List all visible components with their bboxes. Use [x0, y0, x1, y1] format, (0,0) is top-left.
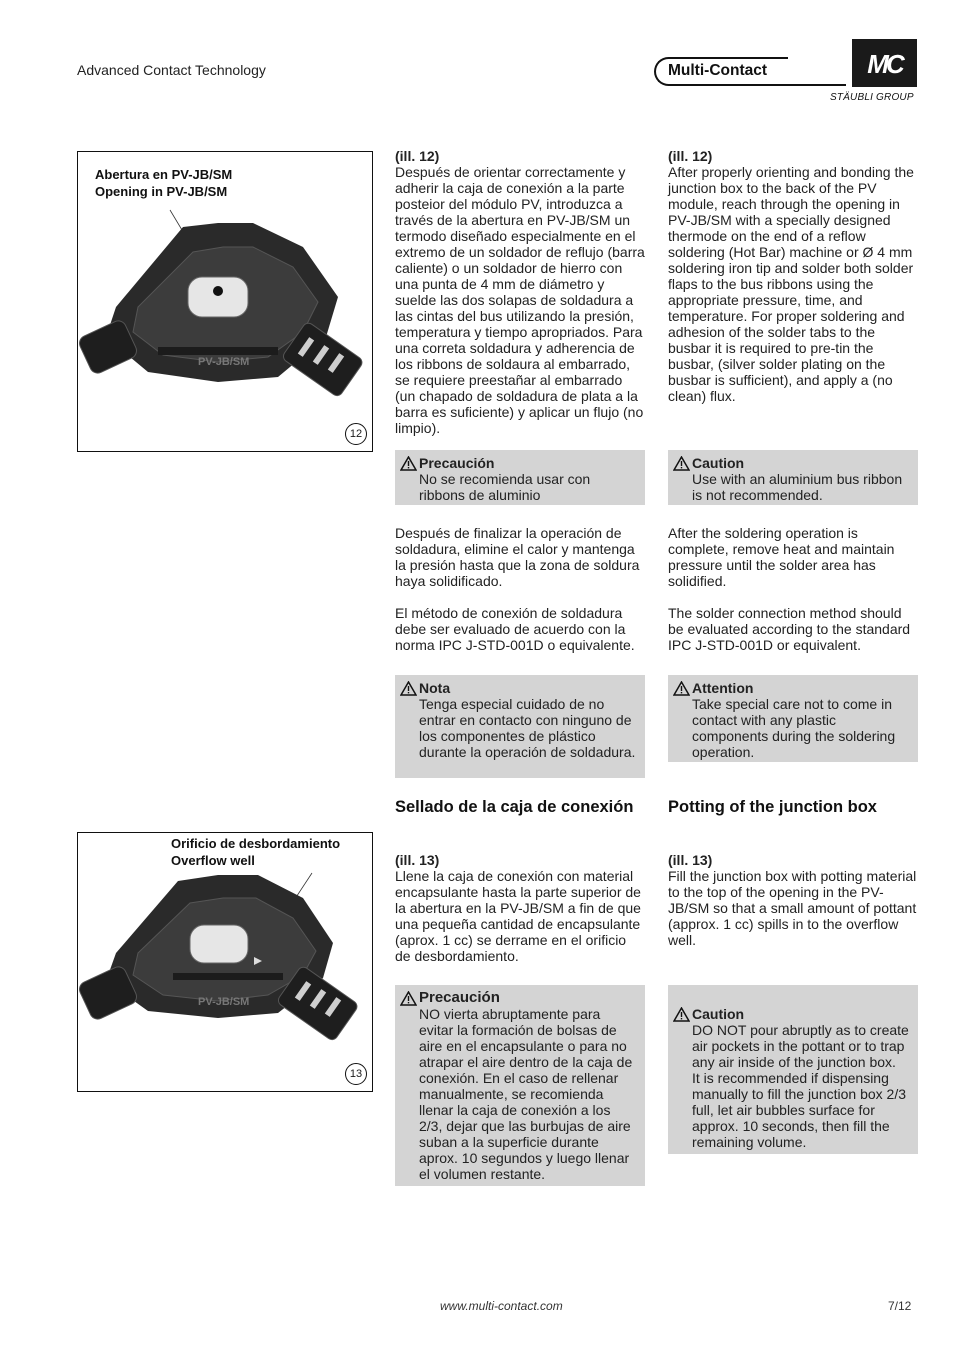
en-note3-text: DO NOT pour abruptly as to create air pockets in the pottant or to trap any air inside of the junction box. It is recommended if dispensing manually to fill the junction box 2/3 full, let air bubbles surface for approx. 10 seconds, then fill the remaining volume. — [692, 1022, 909, 1150]
page-number: 7/12 — [888, 1299, 912, 1313]
en-note1-title: Caution — [692, 455, 745, 471]
warning-triangle-icon — [400, 991, 417, 1006]
figure-12 — [77, 151, 373, 452]
es-ill13-label: (ill. 13) — [395, 852, 440, 868]
figure-13-number: 13 — [345, 1063, 367, 1085]
en-ill13-label: (ill. 13) — [668, 852, 713, 868]
es-note2-title-wrap — [419, 680, 637, 696]
svg-text:PV-JB/SM: PV-JB/SM — [198, 996, 250, 1008]
en-note3-title-wrap — [692, 1006, 910, 1022]
logo-text: MC — [867, 49, 902, 79]
junction-box-illustration — [78, 863, 373, 1063]
figure-12-caption — [95, 166, 232, 200]
en-caution-note-2 — [668, 985, 918, 1154]
es-ill12-label: (ill. 12) — [395, 148, 440, 164]
es-caution-note-2 — [395, 985, 645, 1186]
group-name: STÄUBLI GROUP — [830, 92, 914, 103]
es-note3-title-wrap — [419, 990, 637, 1006]
es-attention-note — [395, 675, 645, 778]
es-para1: Después de finalizar la operación de soldadura, elimine el calor y mantenga la presión hasta que la zona de soldura haya solidificado. — [395, 525, 640, 589]
warning-triangle-icon — [673, 681, 690, 696]
es-para2: El método de conexión de soldadura debe ser evaluado de acuerdo con la norma IPC J-STD-001D o equivalente. — [395, 605, 635, 653]
brand-rule-top — [740, 57, 788, 59]
es-caution-note-1 — [395, 450, 645, 505]
mc-logo — [852, 39, 917, 87]
en-para2: The solder connection method should be evaluated according to the standard IPC J-STD-001D or equivalent. — [668, 605, 911, 653]
en-ill12-text: After properly orienting and bonding the junction box to the back of the PV module, reach through the opening in PV-JB/SM with a specially designed thermode on the end of a reflow soldering (Hot Bar) machine or Ø 4 mm soldering iron tip and solder both solder flaps to the bus ribbons using the appropriate pressure, time, and temperature. For proper soldering and adhesion of the solder tabs to the busbar it is required to pre-tin the busbar, (silver solder plating on the busbar is sufficient), and apply a (no clean) flux. — [668, 164, 914, 404]
figure-13 — [77, 832, 373, 1092]
warning-triangle-icon — [673, 456, 690, 471]
es-ill12-text: Después de orientar correctamente y adherir la caja de conexión a la parte posteior del módulo PV, introduzca a través de la abertura en PV-JB/SM un termodo diseñado especialmente en el extremo de un soldador de reflujo (barra caliente) o un soldador de hierro con una punta de 4 mm de diámetro y suelde las dos solapas de soldadura a las cintas del bus utilizando la presión, temperatura y tiempo apropriados. Para una correta soldadura y adherencia de los ribbons de soldaura al embarrado, se requiere preestañar al embarrado (un chapado de soldadura de plata a la barra es suficiente) y aplicar un flujo (no limpio). — [395, 164, 645, 436]
en-attention-note — [668, 675, 918, 762]
es-note2-title: Nota — [419, 680, 451, 696]
warning-triangle-icon — [400, 456, 417, 471]
warning-triangle-icon — [673, 1007, 690, 1022]
en-ill12-label: (ill. 12) — [668, 148, 713, 164]
header-tagline: Advanced Contact Technology — [77, 62, 266, 78]
en-note2-title-wrap — [692, 680, 910, 696]
en-note2-text: Take special care not to come in contact with any plastic components during the soldering operation. — [692, 696, 896, 760]
figure-12-caption-es: Abertura en PV-JB/SM — [95, 167, 233, 182]
en-note3-title: Caution — [692, 1006, 745, 1022]
junction-box-illustration — [78, 207, 373, 407]
es-note1-text: No se recomienda usar con ribbons de aluminio — [419, 471, 591, 503]
es-ill13-block — [395, 852, 645, 964]
footer-url[interactable]: www.multi-contact.com — [440, 1299, 563, 1313]
es-note1-title: Precaución — [419, 455, 495, 471]
es-note2-text: Tenga especial cuidado de no entrar en contacto con ninguno de los componentes de plástico durante la operación de soldadura. — [419, 696, 636, 760]
figure-12-caption-en: Opening in PV-JB/SM — [95, 184, 228, 199]
en-section-title: Potting of the junction box — [668, 798, 877, 816]
brand-rule-bottom — [740, 84, 846, 86]
es-note3-title: Precaución — [419, 989, 500, 1006]
en-caution-note-1 — [668, 450, 918, 505]
svg-text:PV-JB/SM: PV-JB/SM — [198, 356, 250, 368]
en-ill12-block — [668, 148, 918, 404]
en-note2-title: Attention — [692, 680, 754, 696]
en-para1: After the soldering operation is complete, remove heat and maintain pressure until the solder area has solidified. — [668, 525, 895, 589]
es-note1-title-wrap — [419, 455, 637, 471]
warning-triangle-icon — [400, 681, 417, 696]
figure-13-caption-es: Orificio de desbordamiento — [171, 836, 341, 851]
es-note3-text: NO vierta abruptamente para evitar la formación de bolsas de aire en el encapsulante o para no atrapar el aire dentro de la caja de conexión. En el caso de rellenar manualmente, se recomienda llenar la caja de conexión a los 2/3, dejar que las burbujas de aire suban a la superficie durante aprox. 10 segundos y luego llenar el volumen restante. — [419, 1006, 633, 1182]
figure-13-caption-en: Overflow well — [171, 853, 255, 868]
brand-name: Multi-Contact — [668, 62, 768, 79]
en-note1-title-wrap — [692, 455, 910, 471]
en-note1-text: Use with an aluminium bus ribbon is not recommended. — [692, 471, 903, 503]
es-section-title: Sellado de la caja de conexión — [395, 798, 634, 816]
es-ill13-text: Llene la caja de conexión con material encapsulante hasta la parte superior de la abertura en la PV-JB/SM a fin de que una pequeña cantidad de encapsulante (aprox. 1 cc) se derrame en el orificio de desbordamiento. — [395, 868, 641, 964]
en-ill13-block — [668, 852, 918, 948]
figure-12-number: 12 — [345, 423, 367, 445]
en-ill13-text: Fill the junction box with potting material to the top of the opening in the PV-JB/SM so that a small amount of pottant (approx. 1 cc) spills in to the overflow well. — [668, 868, 917, 948]
es-ill12-block — [395, 148, 645, 436]
